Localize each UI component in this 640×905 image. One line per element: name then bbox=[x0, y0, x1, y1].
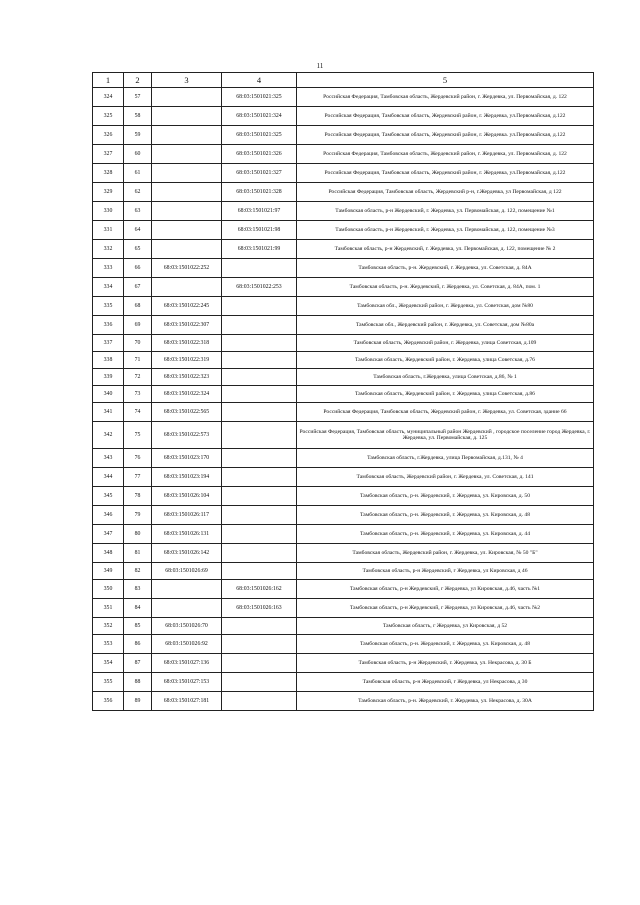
cell-cadastral-parcel bbox=[152, 145, 222, 164]
cell-cadastral-object: 68:03:1501021:327 bbox=[222, 164, 297, 183]
cell-address: Тамбовская область, Жердевский район, г. Жердевка, ул. Кировская, № 50 "Б" bbox=[297, 544, 594, 563]
cell-number: 82 bbox=[124, 563, 152, 580]
cell-number: 63 bbox=[124, 202, 152, 221]
cell-cadastral-object bbox=[222, 544, 297, 563]
cell-address: Тамбовская область, р-н Жердевский, г Жердевка, ул Некрасова, д 30 bbox=[297, 673, 594, 692]
cell-index: 325 bbox=[93, 107, 124, 126]
cell-address: Российская Федерация, Тамбовская область, Жердевский район, г. Жердевка, ул. Первомайская, д. 122 bbox=[297, 145, 594, 164]
table-row bbox=[93, 369, 594, 386]
cell-index: 346 bbox=[93, 506, 124, 525]
cell-address: Тамбовская область, р-н Жердевский, г Жердевка, ул Кировская, д 46 bbox=[297, 563, 594, 580]
cell-index: 350 bbox=[93, 580, 124, 599]
cell-index: 354 bbox=[93, 654, 124, 673]
cell-number: 76 bbox=[124, 449, 152, 468]
cell-number: 73 bbox=[124, 386, 152, 403]
cell-cadastral-parcel: 68:03:1501026:131 bbox=[152, 525, 222, 544]
cell-address: Тамбовская область, г Жердевка, ул Кировская, д 52 bbox=[297, 618, 594, 635]
cell-cadastral-object: 68:03:1501021:98 bbox=[222, 221, 297, 240]
table-row bbox=[93, 525, 594, 544]
cell-index: 332 bbox=[93, 240, 124, 259]
table-row bbox=[93, 335, 594, 352]
cell-index: 343 bbox=[93, 449, 124, 468]
cell-number: 79 bbox=[124, 506, 152, 525]
cell-address: Тамбовская область, Жердевский район, г. Жердевка, улица Советская, д.76 bbox=[297, 352, 594, 369]
cell-cadastral-object bbox=[222, 449, 297, 468]
cell-address: Тамбовская область, р-н. Жердевский, г. Жердевка, ул. Некрасова, д. 30А bbox=[297, 692, 594, 711]
cell-cadastral-object bbox=[222, 259, 297, 278]
cell-cadastral-object bbox=[222, 386, 297, 403]
cell-address: Российская Федерация, Тамбовская область, Жердевский район, г. Жердевка, ул.Первомайская, д.122 bbox=[297, 107, 594, 126]
cell-number: 59 bbox=[124, 126, 152, 145]
header-cell-2: 2 bbox=[124, 73, 152, 88]
cell-cadastral-object: 68:03:1501021:326 bbox=[222, 145, 297, 164]
cell-cadastral-parcel: 68:03:1501022:252 bbox=[152, 259, 222, 278]
cell-address: Российская Федерация, Тамбовская область, Жердевский район, г. Жердевка. ул.Первомайская, д.122 bbox=[297, 126, 594, 145]
cell-cadastral-parcel: 68:03:1501022:573 bbox=[152, 422, 222, 449]
cell-cadastral-parcel bbox=[152, 580, 222, 599]
cell-cadastral-object bbox=[222, 635, 297, 654]
cell-number: 89 bbox=[124, 692, 152, 711]
table-row bbox=[93, 240, 594, 259]
cell-index: 356 bbox=[93, 692, 124, 711]
cell-cadastral-object: 68:03:1501021:324 bbox=[222, 107, 297, 126]
cell-cadastral-parcel: 68:03:1501027:153 bbox=[152, 673, 222, 692]
cell-cadastral-object: 68:03:1501021:328 bbox=[222, 183, 297, 202]
table-row bbox=[93, 316, 594, 335]
table-row bbox=[93, 544, 594, 563]
cell-cadastral-object bbox=[222, 618, 297, 635]
cell-address: Тамбовская область, р-н Жердевский, г. Жердевка, ул. Первомайская, д. 122, помещение №3 bbox=[297, 221, 594, 240]
cell-address: Тамбовская область, р-н Жердевский, г Жердевка, ул Кировская, д.46, часть №1 bbox=[297, 580, 594, 599]
cell-cadastral-parcel: 68:03:1501023:170 bbox=[152, 449, 222, 468]
cell-cadastral-object: 68:03:1501026:163 bbox=[222, 599, 297, 618]
cell-cadastral-parcel: 68:03:1501027:181 bbox=[152, 692, 222, 711]
table-row bbox=[93, 468, 594, 487]
cell-cadastral-object: 68:03:1501021:99 bbox=[222, 240, 297, 259]
table-row bbox=[93, 386, 594, 403]
table-row bbox=[93, 563, 594, 580]
cell-address: Тамбовская область, Жердевский район, г. Жердевка, улица Советская, д.109 bbox=[297, 335, 594, 352]
cell-number: 84 bbox=[124, 599, 152, 618]
cell-cadastral-object bbox=[222, 468, 297, 487]
cell-index: 328 bbox=[93, 164, 124, 183]
cell-number: 80 bbox=[124, 525, 152, 544]
table-row bbox=[93, 278, 594, 297]
table-row bbox=[93, 673, 594, 692]
cell-cadastral-object bbox=[222, 692, 297, 711]
cell-index: 336 bbox=[93, 316, 124, 335]
table-row bbox=[93, 164, 594, 183]
cell-index: 339 bbox=[93, 369, 124, 386]
cell-number: 65 bbox=[124, 240, 152, 259]
table-row bbox=[93, 145, 594, 164]
cell-cadastral-object: 68:03:1501021:325 bbox=[222, 88, 297, 107]
cell-cadastral-object bbox=[222, 487, 297, 506]
cell-address: Тамбовская область, г.Жердевка, улица Советская, д.86, № 1 bbox=[297, 369, 594, 386]
cell-index: 355 bbox=[93, 673, 124, 692]
cell-number: 88 bbox=[124, 673, 152, 692]
cell-cadastral-parcel: 68:03:1501026:142 bbox=[152, 544, 222, 563]
table-row bbox=[93, 618, 594, 635]
cell-index: 342 bbox=[93, 422, 124, 449]
cell-address: Российская Федерация, Тамбовская область, Жердевский район, г. Жердевка, ул.Первомайская, д.122 bbox=[297, 164, 594, 183]
cell-address: Российская Федерация, Тамбовская область, Жердевский район, г. Жердевка, ул. Первомайская, д. 122 bbox=[297, 88, 594, 107]
cell-number: 86 bbox=[124, 635, 152, 654]
cell-cadastral-parcel: 68:03:1501022:565 bbox=[152, 403, 222, 422]
cell-index: 349 bbox=[93, 563, 124, 580]
table-row bbox=[93, 654, 594, 673]
table-body bbox=[93, 88, 594, 711]
cell-number: 57 bbox=[124, 88, 152, 107]
cell-cadastral-parcel bbox=[152, 202, 222, 221]
cell-cadastral-parcel: 68:03:1501022:307 bbox=[152, 316, 222, 335]
cell-index: 345 bbox=[93, 487, 124, 506]
cell-number: 77 bbox=[124, 468, 152, 487]
cell-number: 81 bbox=[124, 544, 152, 563]
cell-cadastral-object bbox=[222, 422, 297, 449]
table-row bbox=[93, 202, 594, 221]
table-row bbox=[93, 183, 594, 202]
cell-number: 67 bbox=[124, 278, 152, 297]
cell-cadastral-object: 68:03:1501026:162 bbox=[222, 580, 297, 599]
cell-number: 85 bbox=[124, 618, 152, 635]
cell-cadastral-object bbox=[222, 563, 297, 580]
cell-number: 58 bbox=[124, 107, 152, 126]
cell-address: Российская Федерация, Тамбовская область, Жердевский район, г. Жердевка, ул. Советская, здание 66 bbox=[297, 403, 594, 422]
cell-cadastral-parcel: 68:03:1501026:92 bbox=[152, 635, 222, 654]
cell-index: 352 bbox=[93, 618, 124, 635]
cell-address: Тамбовская область, Жердевский район, г. Жердевка, ул. Советская, д. 141 bbox=[297, 468, 594, 487]
cell-number: 62 bbox=[124, 183, 152, 202]
cell-address: Российская Федерация, Тамбовская область, Жердевский р-н, г.Жердевка, ул Первомайская, д 122 bbox=[297, 183, 594, 202]
cell-cadastral-parcel: 68:03:1501022:318 bbox=[152, 335, 222, 352]
table-row bbox=[93, 259, 594, 278]
cell-cadastral-object: 68:03:1501021:325 bbox=[222, 126, 297, 145]
cell-cadastral-parcel bbox=[152, 278, 222, 297]
cell-cadastral-parcel bbox=[152, 240, 222, 259]
table-row bbox=[93, 221, 594, 240]
cell-cadastral-object bbox=[222, 369, 297, 386]
table-row bbox=[93, 580, 594, 599]
cell-index: 347 bbox=[93, 525, 124, 544]
cell-cadastral-parcel bbox=[152, 126, 222, 145]
table-row bbox=[93, 88, 594, 107]
cell-address: Тамбовская область, Жердевский район, г. Жердевка, улица Советская, д.86 bbox=[297, 386, 594, 403]
cell-number: 60 bbox=[124, 145, 152, 164]
cell-address: Тамбовская область, р-н Жердевский, г. Жердевка, ул. Первомайская, д. 122, помещение №1 bbox=[297, 202, 594, 221]
cell-address: Тамбовская область, р-н. Жердевский, г. Жердевка, ул. Советская, д. 84А, пом. 1 bbox=[297, 278, 594, 297]
table-row bbox=[93, 352, 594, 369]
cell-cadastral-parcel: 68:03:1501026:69 bbox=[152, 563, 222, 580]
cell-address: Тамбовская область, р-н. Жердевский, г. Жердевка, ул. Кировская, д. 48 bbox=[297, 506, 594, 525]
table-row bbox=[93, 487, 594, 506]
cell-number: 87 bbox=[124, 654, 152, 673]
table-row bbox=[93, 506, 594, 525]
cell-index: 344 bbox=[93, 468, 124, 487]
cell-index: 331 bbox=[93, 221, 124, 240]
cell-index: 327 bbox=[93, 145, 124, 164]
cell-cadastral-parcel bbox=[152, 88, 222, 107]
cell-index: 348 bbox=[93, 544, 124, 563]
page-number: 11 bbox=[316, 62, 324, 70]
cell-cadastral-object: 68:03:1501021:97 bbox=[222, 202, 297, 221]
cell-cadastral-parcel bbox=[152, 107, 222, 126]
cell-index: 330 bbox=[93, 202, 124, 221]
cell-index: 338 bbox=[93, 352, 124, 369]
cell-index: 326 bbox=[93, 126, 124, 145]
cell-number: 83 bbox=[124, 580, 152, 599]
cell-cadastral-parcel: 68:03:1501022:323 bbox=[152, 369, 222, 386]
cell-number: 75 bbox=[124, 422, 152, 449]
cell-address: Тамбовская область, р-н. Жердевский, г. Жердевка, ул. Кировская, д. 48 bbox=[297, 635, 594, 654]
registry-table bbox=[92, 72, 594, 711]
cell-cadastral-parcel: 68:03:1501026:117 bbox=[152, 506, 222, 525]
cell-cadastral-parcel: 68:03:1501027:136 bbox=[152, 654, 222, 673]
header-cell-3: 3 bbox=[152, 73, 222, 88]
cell-address: Тамбовская область, р-н Жердевский, г. Жердевка, ул. Некрасова, д. 30 Б bbox=[297, 654, 594, 673]
cell-index: 340 bbox=[93, 386, 124, 403]
cell-number: 64 bbox=[124, 221, 152, 240]
table-row bbox=[93, 126, 594, 145]
cell-index: 334 bbox=[93, 278, 124, 297]
cell-index: 329 bbox=[93, 183, 124, 202]
cell-address: Тамбовская область, р-н. Жердевский, г. Жердевка, ул. Кировская, д. 44 bbox=[297, 525, 594, 544]
cell-cadastral-object bbox=[222, 316, 297, 335]
cell-cadastral-object: 68:03:1501022:253 bbox=[222, 278, 297, 297]
cell-number: 61 bbox=[124, 164, 152, 183]
cell-index: 333 bbox=[93, 259, 124, 278]
cell-cadastral-object bbox=[222, 403, 297, 422]
cell-cadastral-parcel bbox=[152, 164, 222, 183]
cell-address: Тамбовская область, г.Жердевка, улица Первомайская, д.131, № 4 bbox=[297, 449, 594, 468]
cell-number: 68 bbox=[124, 297, 152, 316]
table-row bbox=[93, 635, 594, 654]
cell-address: Тамбовская область, р-н. Жердевский, г. Жердевка, ул. Советская, д. 84А bbox=[297, 259, 594, 278]
cell-address: Российская Федерация, Тамбовская область, муниципальный район Жердевский , городское поселение город Жердевка, г. Жердевка, ул. Первомайская, д. 125 bbox=[297, 422, 594, 449]
cell-cadastral-object bbox=[222, 673, 297, 692]
cell-cadastral-parcel: 68:03:1501022:319 bbox=[152, 352, 222, 369]
cell-cadastral-object bbox=[222, 335, 297, 352]
cell-number: 74 bbox=[124, 403, 152, 422]
cell-index: 341 bbox=[93, 403, 124, 422]
cell-address: Тамбовская область, р-н. Жердевский, г. Жердевка, ул. Кировская, д. 50 bbox=[297, 487, 594, 506]
cell-cadastral-parcel bbox=[152, 599, 222, 618]
cell-address: Тамбовская область, р-н Жердевский, г. Жердевка, ул. Первомайская, д. 122, помещение № 2 bbox=[297, 240, 594, 259]
cell-number: 69 bbox=[124, 316, 152, 335]
cell-address: Тамбовская обл., Жердевский район, г. Жердевка, ул. Советская, дом №80 bbox=[297, 297, 594, 316]
cell-cadastral-object bbox=[222, 506, 297, 525]
header-cell-1: 1 bbox=[93, 73, 124, 88]
cell-number: 71 bbox=[124, 352, 152, 369]
cell-number: 72 bbox=[124, 369, 152, 386]
cell-index: 335 bbox=[93, 297, 124, 316]
cell-cadastral-parcel: 68:03:1501026:70 bbox=[152, 618, 222, 635]
table-row bbox=[93, 599, 594, 618]
table-row bbox=[93, 692, 594, 711]
cell-cadastral-object bbox=[222, 352, 297, 369]
cell-number: 78 bbox=[124, 487, 152, 506]
header-row bbox=[93, 73, 594, 88]
cell-index: 353 bbox=[93, 635, 124, 654]
cell-index: 337 bbox=[93, 335, 124, 352]
table-row bbox=[93, 107, 594, 126]
header-cell-4: 4 bbox=[222, 73, 297, 88]
cell-cadastral-object bbox=[222, 525, 297, 544]
table-row bbox=[93, 297, 594, 316]
header-cell-5: 5 bbox=[297, 73, 594, 88]
table-row bbox=[93, 422, 594, 449]
cell-address: Тамбовская область, р-н Жердевский, г Жердевка, ул Кировская, д.46, часть №2 bbox=[297, 599, 594, 618]
cell-cadastral-parcel bbox=[152, 221, 222, 240]
cell-index: 351 bbox=[93, 599, 124, 618]
cell-cadastral-parcel: 68:03:1501023:194 bbox=[152, 468, 222, 487]
cell-index: 324 bbox=[93, 88, 124, 107]
cell-number: 66 bbox=[124, 259, 152, 278]
table-row bbox=[93, 403, 594, 422]
cell-cadastral-parcel bbox=[152, 183, 222, 202]
cell-cadastral-parcel: 68:03:1501022:245 bbox=[152, 297, 222, 316]
cell-number: 70 bbox=[124, 335, 152, 352]
cell-address: Тамбовская обл., Жердевский район, г. Жердевка, ул. Советская, дом №80а bbox=[297, 316, 594, 335]
cell-cadastral-object bbox=[222, 297, 297, 316]
cell-cadastral-parcel: 68:03:1501026:104 bbox=[152, 487, 222, 506]
cell-cadastral-parcel: 68:03:1501022:324 bbox=[152, 386, 222, 403]
table-row bbox=[93, 449, 594, 468]
cell-cadastral-object bbox=[222, 654, 297, 673]
